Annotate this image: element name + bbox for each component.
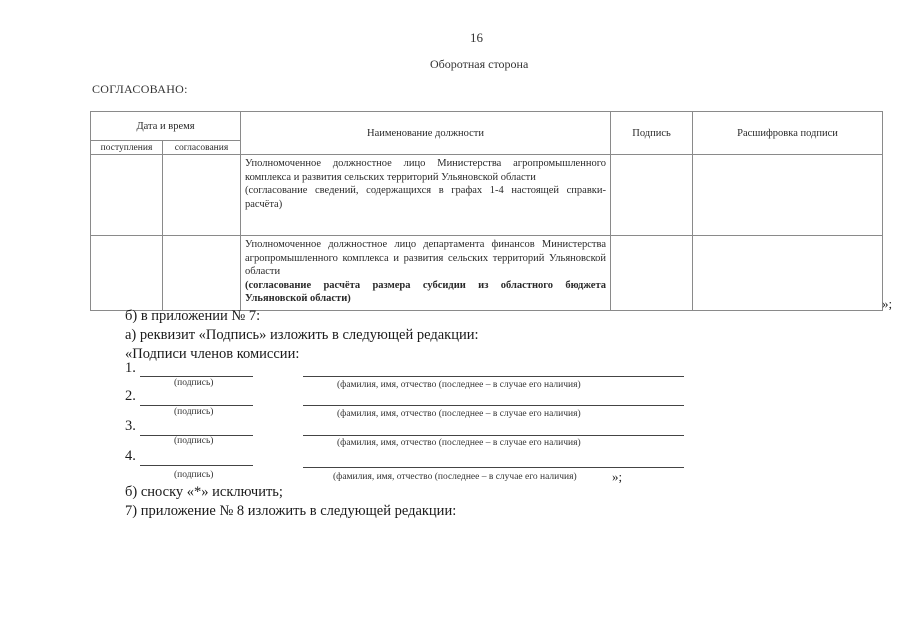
item-b-text: б) в приложении № 7: xyxy=(125,308,261,324)
name-line xyxy=(303,467,684,468)
cell-approval xyxy=(163,236,241,311)
table-closing-quote: »; xyxy=(882,296,893,311)
item-a-text: а) реквизит «Подпись» изложить в следующей редакции: xyxy=(125,327,479,343)
signature-number: 4. xyxy=(125,448,136,464)
cell-position xyxy=(241,236,611,311)
cell-position xyxy=(241,155,611,236)
name-caption: (фамилия, имя, отчество (последнее – в случае его наличия) xyxy=(337,409,581,419)
table-row xyxy=(91,236,883,311)
cell-received xyxy=(91,155,163,236)
signature-line xyxy=(140,465,253,466)
appendix-8-text: 7) приложение № 8 изложить в следующей редакции: xyxy=(125,503,457,519)
footnote-text: б) сноску «*» исключить; xyxy=(125,484,283,500)
agreed-label: СОГЛАСОВАНО: xyxy=(92,82,188,96)
name-line xyxy=(303,435,684,436)
header-date-time: Дата и время xyxy=(91,112,241,141)
approval-table xyxy=(90,111,883,311)
signature-number: 1. xyxy=(125,360,136,376)
cell-received xyxy=(91,236,163,311)
commission-heading: «Подписи членов комиссии: xyxy=(125,346,300,362)
position-text: Уполномоченное должностное лицо департамента финансов Министерства агропромышленного комплекса и развития сельских территорий Ульяновской области xyxy=(245,239,607,277)
header-received: поступления xyxy=(91,141,163,155)
signature-closing-quote: »; xyxy=(612,469,623,484)
cell-signature xyxy=(611,155,693,236)
signature-caption: (подпись) xyxy=(174,407,214,417)
position-note: (согласование сведений, содержащихся в графах 1-4 настоящей справки-расчёта) xyxy=(245,185,607,210)
signature-caption: (подпись) xyxy=(174,378,214,388)
header-approval: согласования xyxy=(163,141,241,155)
name-line xyxy=(303,405,684,406)
signature-line xyxy=(140,405,253,406)
name-caption: (фамилия, имя, отчество (последнее – в случае его наличия) xyxy=(337,380,581,390)
position-note: (согласование расчёта размера субсидии из областного бюджета Ульяновской области) xyxy=(245,279,607,304)
signature-line xyxy=(140,376,253,377)
signature-caption: (подпись) xyxy=(174,436,214,446)
position-text: Уполномоченное должностное лицо Министерства агропромышленного комплекса и развития сельских территорий Ульяновской области xyxy=(245,158,607,183)
header-position: Наименование должности xyxy=(241,112,611,155)
page-subtitle: Оборотная сторона xyxy=(430,57,529,71)
header-signature: Подпись xyxy=(611,112,693,155)
cell-approval xyxy=(163,155,241,236)
name-caption: (фамилия, имя, отчество (последнее – в случае его наличия) xyxy=(337,438,581,448)
header-decryption: Расшифровка подписи xyxy=(693,112,883,155)
table-header-row xyxy=(91,112,883,141)
table-row xyxy=(91,155,883,236)
name-caption: (фамилия, имя, отчество (последнее – в случае его наличия) xyxy=(333,472,577,482)
signature-number: 3. xyxy=(125,418,136,434)
signature-caption: (подпись) xyxy=(174,470,214,480)
name-line xyxy=(303,376,684,377)
signature-number: 2. xyxy=(125,388,136,404)
page-number: 16 xyxy=(470,30,483,45)
cell-signature xyxy=(611,236,693,311)
cell-decryption xyxy=(693,155,883,236)
cell-decryption xyxy=(693,236,883,311)
